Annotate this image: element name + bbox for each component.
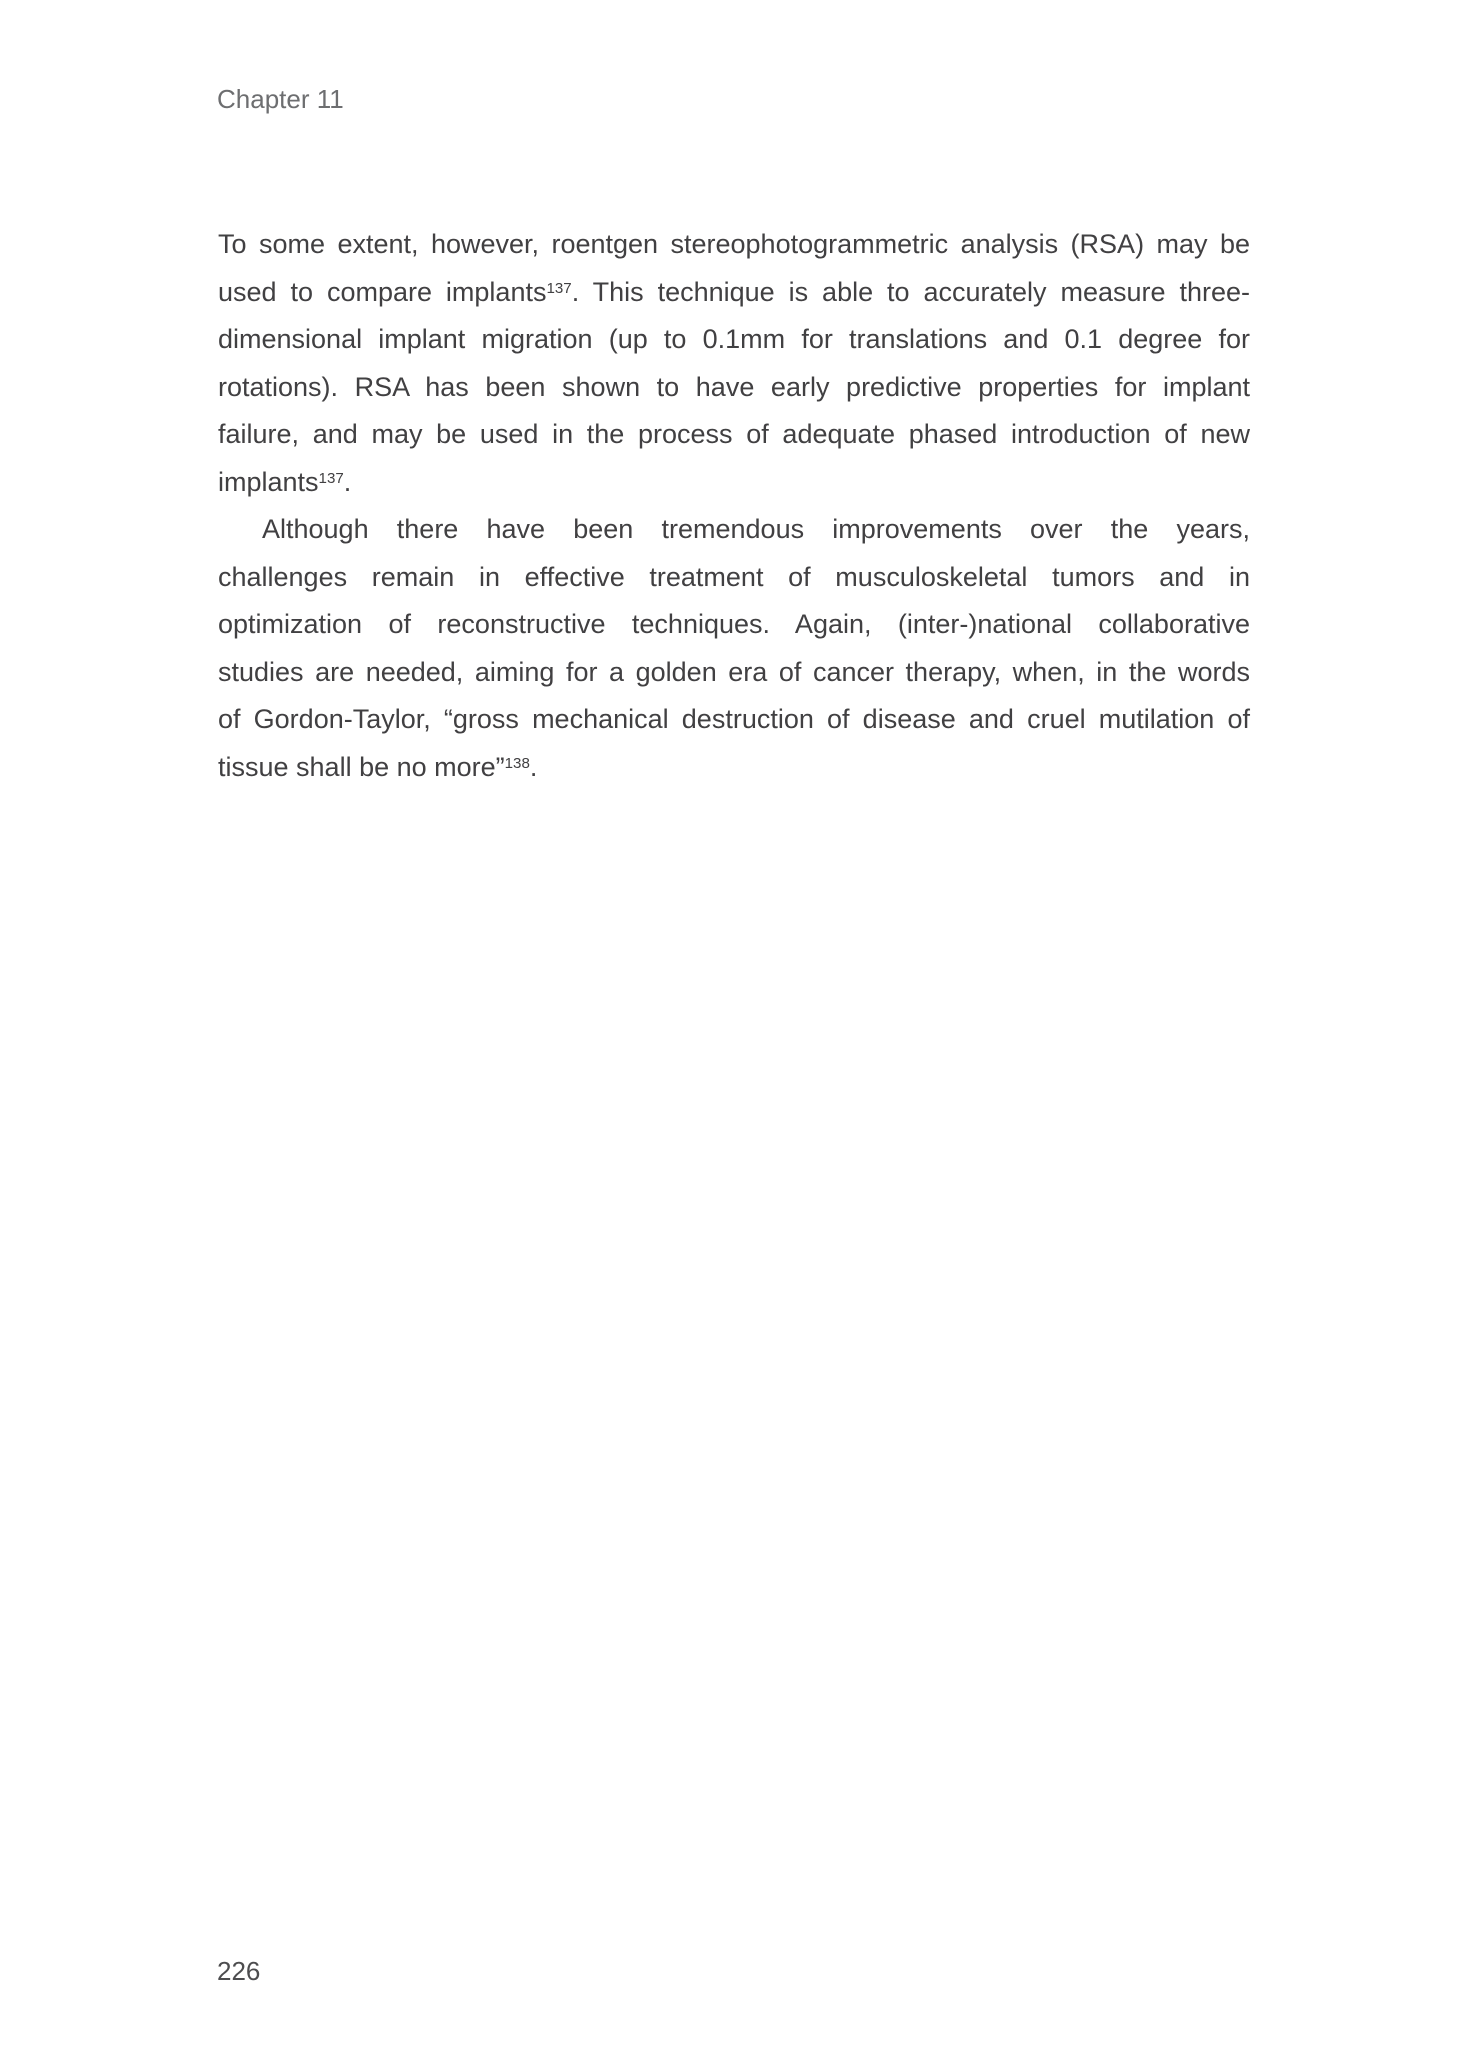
chapter-header: Chapter 11 <box>217 84 344 114</box>
text-line: Although there have been tremendous improvements over the years, <box>262 514 1250 544</box>
text-line: used to compare implants$^{137}$. This technique is able to accurately measure three- <box>218 276 1251 307</box>
text-line: studies are needed, aiming for a golden era of cancer therapy, when, in the words <box>218 656 1250 687</box>
text-line: optimization of reconstructive techniques. Again, (inter-)national collaborative <box>218 609 1250 639</box>
text-line: dimensional implant migration (up to 0.1mm for translations and 0.1 degree for <box>218 324 1250 354</box>
text-line: tissue shall be no more”$^{138}$. <box>218 751 538 782</box>
text-line: challenges remain in effective treatment of musculoskeletal tumors and in <box>218 561 1250 592</box>
superscript-reference: 137 <box>318 470 344 488</box>
text-line: implants$^{137}$. <box>218 466 352 497</box>
superscript-reference: 137 <box>546 280 572 298</box>
paragraph <box>218 221 1250 506</box>
body-text <box>218 221 1250 791</box>
paragraph <box>218 506 1250 791</box>
page-number: 226 <box>217 1956 261 1986</box>
text-line: To some extent, however, roentgen stereophotogrammetric analysis (RSA) may be <box>218 229 1250 259</box>
text-line: failure, and may be used in the process of adequate phased introduction of new <box>218 419 1250 449</box>
superscript-reference: 138 <box>504 755 530 773</box>
text-line: rotations). RSA has been shown to have early predictive properties for implant <box>218 371 1250 402</box>
text-line: of Gordon-Taylor, “gross mechanical destruction of disease and cruel mutilation of <box>218 704 1250 734</box>
